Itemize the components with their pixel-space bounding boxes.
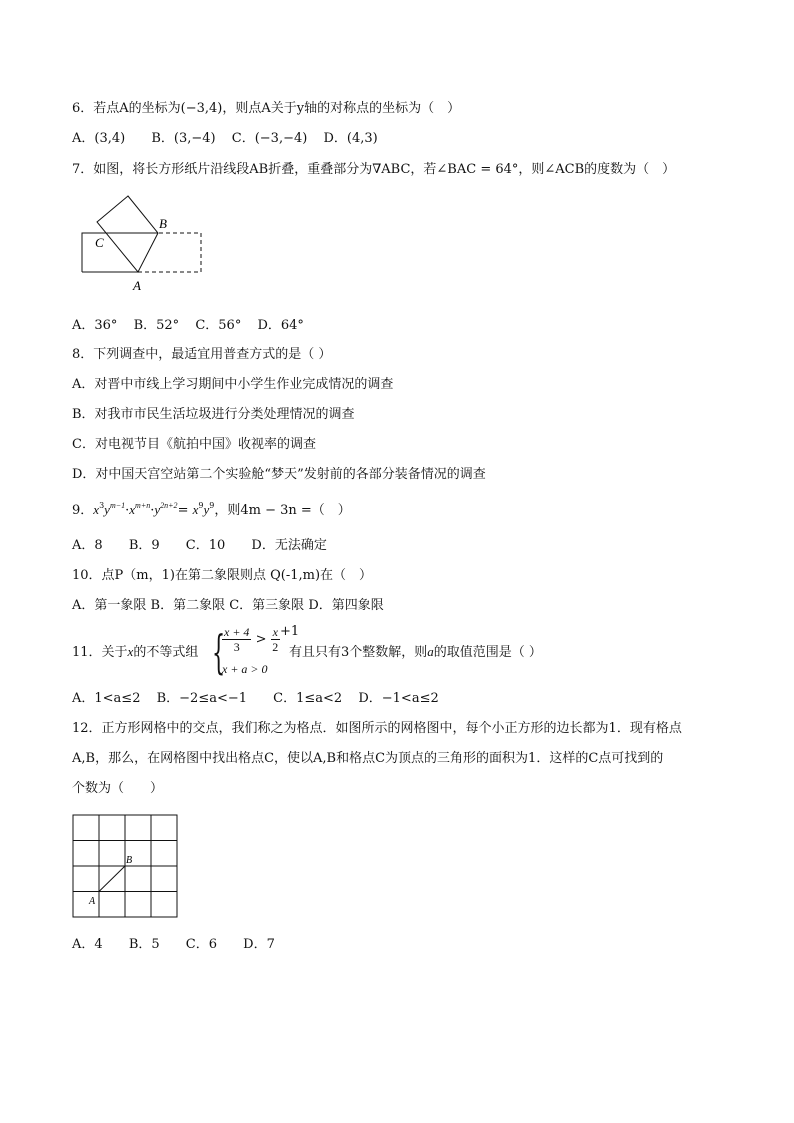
q9-expr-dot1: · [125, 503, 130, 518]
q7-folded-flap [97, 196, 158, 272]
q12-line-3: 个数为（ ） [72, 781, 164, 796]
q9-expr-e1: 3 [99, 501, 105, 510]
q12-grid-figure [70, 812, 182, 920]
q9-expr-x2: x [129, 502, 136, 517]
q11-tail [289, 643, 542, 662]
q9-expr-y2: y [154, 502, 161, 517]
q8-option-c: C．对电视节目《航拍中国》收视率的调查 [72, 437, 316, 452]
q7-option-b: B．52° [133, 318, 180, 333]
q11-option-a: A．1<a≤2 [72, 691, 141, 706]
q11-lead-text: 11．关于 [72, 645, 128, 660]
q6-option-b: B．(3,−4) [151, 131, 216, 146]
q11-mid-text: 的不等式组 [133, 645, 199, 660]
q9-expr-dot2: · [150, 503, 155, 518]
q10-option-a: A．第一象限 [72, 598, 147, 613]
q6-options [72, 130, 390, 148]
q9-option-a: A．8 [72, 538, 103, 553]
q9-option-d: D．无法确定 [251, 538, 327, 553]
q9-expr-eq: = [177, 503, 193, 518]
q9-expr-e4: 2n+2 [160, 501, 178, 510]
q9-option-b: B．9 [128, 538, 160, 553]
q7-label-c: C [95, 235, 104, 250]
q10-option-c: C．第三象限 [229, 598, 305, 613]
q11-frac2-num: x [272, 625, 278, 639]
q9-options [72, 537, 349, 555]
q7-option-a: A．36° [72, 318, 118, 333]
q10-option-d: D．第四象限 [308, 598, 384, 613]
q11-lead [72, 643, 198, 662]
q7-option-d: D．64° [257, 318, 304, 333]
q11-frac1-den: 3 [233, 640, 240, 654]
q9-tail: ，则4m − 3n =（ ） [214, 503, 351, 518]
q7-label-a: A [133, 278, 141, 293]
q12-label-a: A [89, 896, 96, 907]
q11-frac2-den: 2 [272, 640, 279, 654]
q6-option-d: D．(4,3) [323, 131, 378, 146]
q12-option-a: A．4 [72, 937, 103, 952]
q6-stem: 6．若点A的坐标为(−3,4)，则点A关于y轴的对称点的坐标为（ ） [72, 101, 461, 116]
q11-var-a: a [427, 644, 434, 659]
q11-plus-one: +1 [279, 624, 300, 639]
q12-line-2: A,B，那么，在网格图中找出格点C，使以A,B和格点C为顶点的三角形的面积为1．这样的C点可找到的 [72, 751, 664, 766]
q7-fold-figure [70, 190, 220, 300]
q7-options [72, 317, 316, 335]
q9-expr-e2: m−1 [109, 501, 126, 510]
q9-expr-y1: y [104, 502, 110, 517]
q11-frac1-num: x + 4 [224, 625, 250, 639]
q9-expr-x1: x [93, 502, 100, 517]
q9-expr-e6: 9 [209, 501, 215, 510]
q12-options [72, 936, 297, 954]
q8-option-d: D．对中国天宫空站第二个实验舱“梦天”发射前的各部分装备情况的调查 [72, 467, 486, 482]
q6-option-c: C．(−3,−4) [231, 131, 308, 146]
q11-options [72, 690, 451, 708]
q8-stem: 8．下列调查中，最适宜用普查方式的是（ ） [72, 347, 332, 362]
q8-option-a: A．对晋中市线上学习期间中小学生作业完成情况的调查 [72, 377, 394, 392]
q9-expr-y3: y [203, 502, 210, 517]
q12-option-b: B．5 [128, 937, 160, 952]
q11-gt: > [255, 632, 267, 647]
q10-options [72, 597, 384, 615]
q11-tail-text-2: 的取值范围是（ ） [433, 645, 542, 660]
q9-expr-e3: m+n [135, 501, 151, 510]
q7-label-b: B [159, 216, 167, 231]
q11-frac2 [271, 625, 280, 654]
q11-brace: { [212, 625, 226, 679]
q7-stem: 7．如图，将长方形纸片沿线段AB折叠，重叠部分为∇ABC，若∠BAC = 64°，则∠ACB的度数为（ ） [72, 162, 676, 177]
q11-var-x: x [127, 644, 134, 659]
q12-option-d: D．7 [243, 937, 275, 952]
q8-option-b: B．对我市市民生活垃圾进行分类处理情况的调查 [72, 407, 355, 422]
q11-option-b: B．−2≤a<−1 [156, 691, 248, 706]
q10-option-b: B．第二象限 [150, 598, 226, 613]
q9-expr-e5: 9 [198, 501, 204, 510]
q11-inequality-1 [222, 625, 299, 654]
q10-stem: 10．点P（m，1)在第二象限则点 Q(-1,m)在（ ） [72, 568, 373, 583]
q7-option-c: C．56° [195, 318, 242, 333]
q9-stem [72, 501, 351, 521]
q11-option-c: C．1≤a<2 [273, 691, 343, 706]
q12-line-1: 12．正方形网格中的交点，我们称之为格点．如图所示的网格图中，每个小正方形的边长都为1．现有格点 [72, 721, 682, 736]
q6-option-a: A．(3,4) [72, 131, 126, 146]
q11-inequality-2: x + a > 0 [222, 662, 268, 676]
q9-expr-x3: x [192, 502, 199, 517]
q11-frac1 [222, 625, 251, 654]
q11-option-d: D．−1<a≤2 [358, 691, 439, 706]
q9-option-c: C．10 [185, 538, 226, 553]
q12-option-c: C．6 [185, 937, 217, 952]
q9-number: 9． [72, 503, 94, 518]
q11-tail-text-1: 有且只有3个整数解，则 [289, 645, 428, 660]
q12-segment-ab [99, 866, 125, 892]
q12-label-b: B [126, 855, 133, 866]
